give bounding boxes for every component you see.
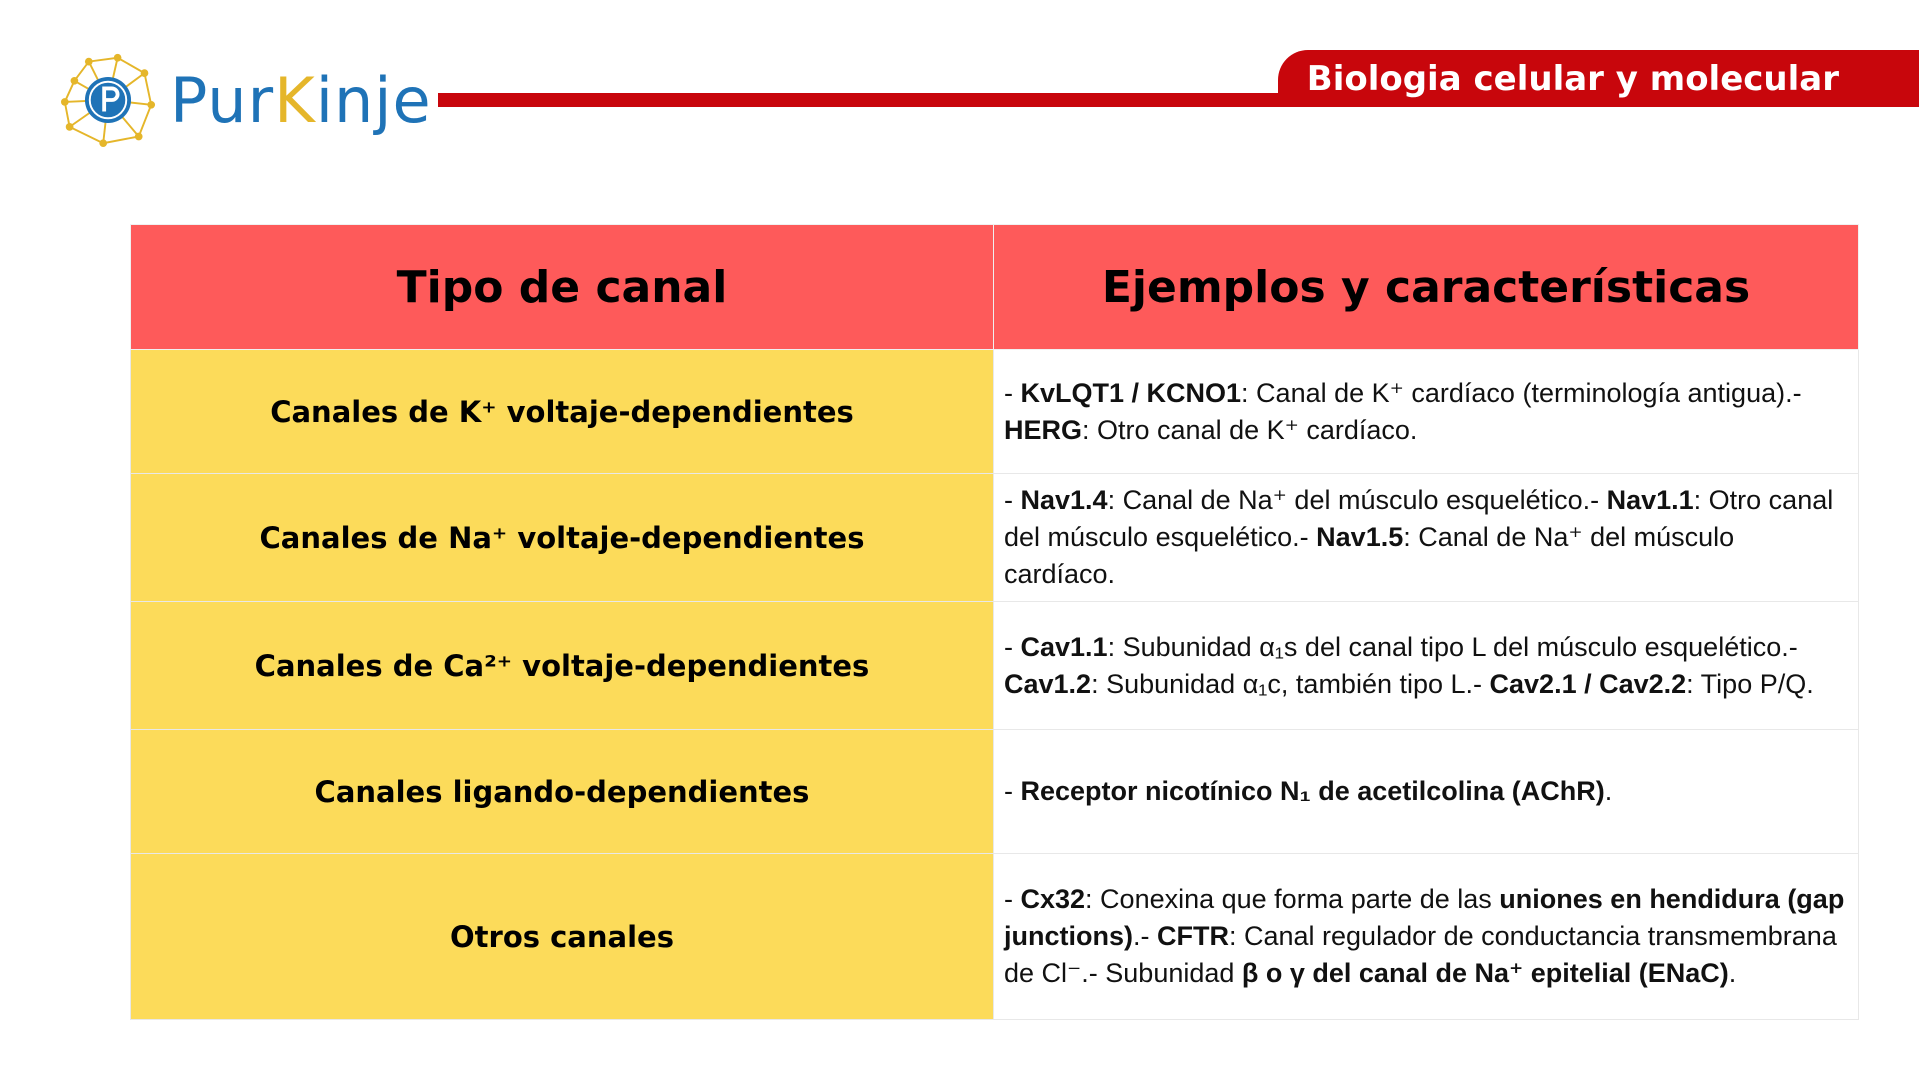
- channel-examples-cell: [994, 854, 1859, 1020]
- table-row: [131, 602, 1859, 730]
- example-text: : Canal de Na⁺ del músculo cardíaco.: [1004, 522, 1735, 589]
- example-text: : Canal de K⁺ cardíaco (terminología antigua).-: [1241, 377, 1802, 408]
- column-header-type: Tipo de canal: [131, 225, 994, 350]
- channel-type-cell: Canales ligando-dependientes: [131, 730, 994, 854]
- example-text: -: [1004, 377, 1021, 408]
- table-header-row: [131, 225, 1859, 350]
- channel-type-cell: Otros canales: [131, 854, 994, 1020]
- example-term: HERG: [1004, 414, 1083, 445]
- example-text: -: [1004, 884, 1021, 914]
- column-header-examples: Ejemplos y características: [994, 225, 1859, 350]
- example-term: Cav2.1 / Cav2.2: [1489, 668, 1687, 699]
- example-text: : Tipo P/Q.: [1686, 668, 1814, 699]
- example-text: : Otro canal del músculo esquelético.-: [1004, 485, 1834, 552]
- example-text: : Conexina que forma parte de las: [1085, 884, 1500, 914]
- table-row: [131, 854, 1859, 1020]
- subject-title: Biologia celular y molecular: [1306, 58, 1839, 99]
- example-term: Receptor nicotínico N₁ de acetilcolina (AChR): [1020, 776, 1605, 806]
- example-text: : Subunidad α₁c, también tipo L.-: [1091, 668, 1490, 699]
- example-term: uniones en hendidura (gap junctions): [1004, 884, 1845, 951]
- purkinje-neuron-logo-icon: [60, 52, 156, 148]
- example-text: : Otro canal de K⁺ cardíaco.: [1082, 414, 1418, 445]
- example-term: Cav1.2: [1004, 668, 1092, 699]
- channel-type-cell: Canales de K⁺ voltaje-dependientes: [131, 350, 994, 474]
- table-row: [131, 730, 1859, 854]
- table-row: [131, 350, 1859, 474]
- channel-examples-cell: [994, 474, 1859, 602]
- table-row: [131, 474, 1859, 602]
- channel-examples-cell: [994, 602, 1859, 730]
- example-text: : Canal regulador de conductancia transmembrana de Cl⁻.- Subunidad: [1004, 921, 1837, 988]
- example-term: Cav1.1: [1020, 631, 1108, 662]
- example-term: CFTR: [1157, 921, 1229, 951]
- example-text: -: [1004, 485, 1021, 515]
- example-term: Nav1.5: [1316, 522, 1404, 552]
- example-text: : Subunidad α₁s del canal tipo L del músculo esquelético.-: [1107, 631, 1798, 662]
- example-text: .-: [1133, 921, 1157, 951]
- example-term: Nav1.1: [1606, 485, 1694, 515]
- example-term: β o γ del canal de Na⁺ epitelial (ENaC): [1241, 958, 1729, 988]
- example-text: -: [1004, 631, 1021, 662]
- example-text: -: [1004, 776, 1021, 806]
- brand-logo: [60, 50, 432, 150]
- channel-type-cell: Canales de Na⁺ voltaje-dependientes: [131, 474, 994, 602]
- channel-type-cell: Canales de Ca²⁺ voltaje-dependientes: [131, 602, 994, 730]
- channel-examples-cell: [994, 730, 1859, 854]
- example-term: Cx32: [1020, 884, 1086, 914]
- brand-name: PurKinje: [170, 63, 432, 137]
- subject-banner: [1278, 50, 1919, 107]
- example-term: Nav1.4: [1020, 485, 1108, 515]
- example-text: : Canal de Na⁺ del músculo esquelético.-: [1107, 485, 1607, 515]
- channels-table: [130, 224, 1859, 1020]
- example-term: KvLQT1 / KCNO1: [1020, 377, 1242, 408]
- example-text: .: [1728, 958, 1737, 988]
- channel-examples-cell: [994, 350, 1859, 474]
- example-text: .: [1604, 776, 1613, 806]
